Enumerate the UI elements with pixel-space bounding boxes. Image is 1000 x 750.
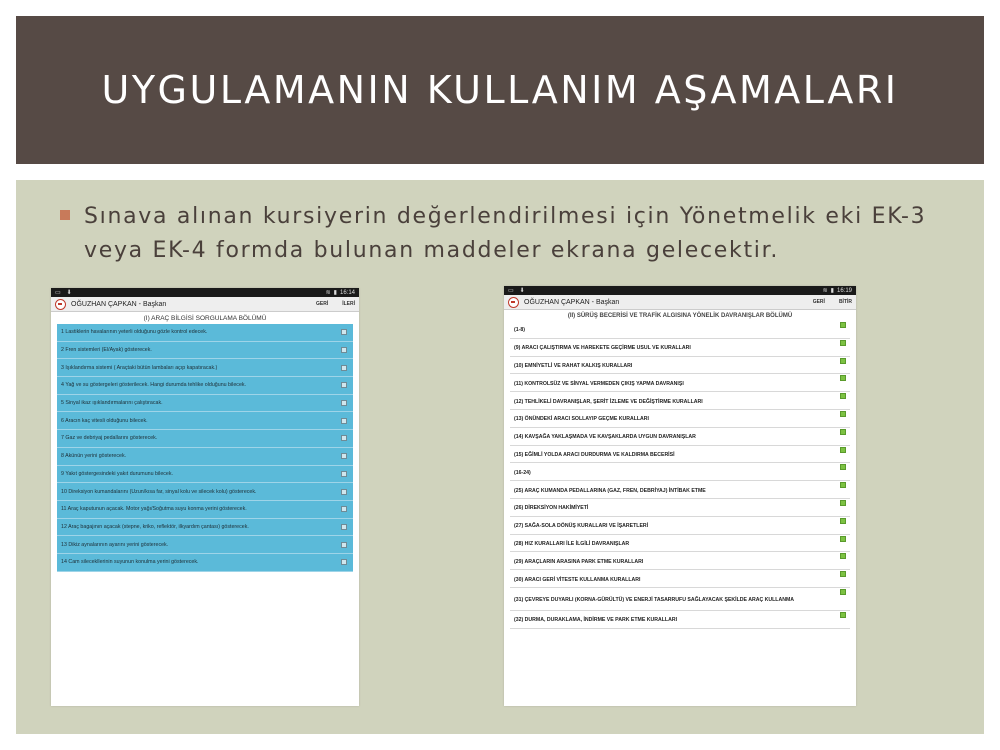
- back-button[interactable]: GERİ: [315, 301, 329, 307]
- list-item[interactable]: [57, 359, 353, 377]
- notification-icon: ▭: [508, 288, 514, 294]
- list-item[interactable]: [510, 570, 850, 588]
- checkbox[interactable]: [840, 340, 846, 346]
- section-title: (II) SÜRÜŞ BECERİSİ VE TRAFİK ALGISINA YÖNELİK DAVRANIŞLAR BÖLÜMÜ: [567, 313, 793, 319]
- list-item-label: (31) ÇEVREYE DUYARLI (KORNA-GÜRÜLTÜ) VE ENERJİ TASARRUFU SAĞLAYACAK ŞEKİLDE ARAÇ KULLANMA: [514, 596, 795, 603]
- list-item[interactable]: [57, 377, 353, 395]
- list-item[interactable]: [510, 446, 850, 464]
- list-item-label: 14 Cam silecekllerinin suyunun konulma yerini gösterecek.: [61, 559, 199, 566]
- checkbox[interactable]: [840, 393, 846, 399]
- checkbox[interactable]: [341, 382, 347, 388]
- list-item-label: (30) ARACI GERİ VİTESTE KULLANMA KURALLARI: [514, 576, 641, 583]
- list-item-label: 3 Işıklandırma sistemi ( Araçtaki bütün lambaları açıp kapatıracak.): [61, 364, 218, 371]
- list-item-label: (10) EMNİYETLİ VE RAHAT KALKIŞ KURALLARI: [514, 362, 633, 369]
- list-item-label: (27) SAĞA-SOLA DÖNÜŞ KURALLARI VE İŞARETLERİ: [514, 523, 649, 530]
- app-title: OĞUZHAN ÇAPKAN - Başkan: [71, 300, 167, 308]
- checkbox[interactable]: [341, 506, 347, 512]
- list-item[interactable]: [57, 324, 353, 342]
- finish-button[interactable]: BİTİR: [838, 299, 852, 305]
- list-item[interactable]: [510, 552, 850, 570]
- list-item-label: (15) EĞİMLİ YOLDA ARACI DURDURMA VE KALDIRMA BECERİSİ: [514, 451, 675, 458]
- list-item[interactable]: [510, 535, 850, 553]
- checkbox[interactable]: [840, 589, 846, 595]
- left-phone-screenshot: [51, 288, 359, 706]
- list-item[interactable]: [57, 342, 353, 360]
- list-item[interactable]: [57, 483, 353, 501]
- battery-icon: ▮: [830, 288, 834, 294]
- steering-wheel-icon: [508, 297, 519, 308]
- list-item[interactable]: [510, 357, 850, 375]
- app-bar: [51, 297, 359, 312]
- list-item[interactable]: [57, 536, 353, 554]
- checkbox[interactable]: [840, 571, 846, 577]
- wifi-icon: ≋: [325, 290, 331, 296]
- bullet-point: [60, 200, 960, 268]
- checkbox[interactable]: [840, 375, 846, 381]
- list-item-label: 9 Yakıt göstergesindeki yakıt durumunu bilecek.: [61, 470, 173, 477]
- download-icon: ⬇: [519, 288, 525, 294]
- list-item-label: (9) ARACI ÇALIŞTIRMA VE HAREKETE GEÇİRME USUL VE KURALLARI: [514, 345, 691, 352]
- bullet-text: Sınava alınan kursiyerin değerlendirilmesi için Yönetmelik eki EK-3 veya EK-4 formda bulunan maddeler ekrana gelecektir.: [84, 204, 927, 263]
- list-item-label: 8 Akünün yerini gösterecek.: [61, 453, 127, 460]
- status-time: 16:19: [836, 287, 852, 294]
- checkbox[interactable]: [840, 464, 846, 470]
- checkbox[interactable]: [341, 347, 347, 353]
- checkbox[interactable]: [840, 482, 846, 488]
- list-item[interactable]: [57, 430, 353, 448]
- list-item-label: 11 Araç kaputunun açacak. Motor yağı/Soğutma suyu konma yerini gösterecek.: [61, 506, 247, 513]
- list-item[interactable]: [510, 481, 850, 499]
- status-bar: [51, 288, 359, 297]
- list-item[interactable]: [510, 374, 850, 392]
- checkbox[interactable]: [840, 536, 846, 542]
- list-item[interactable]: [510, 321, 850, 339]
- checkbox[interactable]: [840, 447, 846, 453]
- list-item-label: 7 Gaz ve debriyaj pedallarını gösterecek.: [61, 435, 158, 442]
- checkbox[interactable]: [840, 518, 846, 524]
- list-item[interactable]: [57, 412, 353, 430]
- checkbox[interactable]: [341, 453, 347, 459]
- list-item-label: (25) ARAÇ KUMANDA PEDALLARINA (GAZ, FREN, DEBRİYAJ) İNTİBAK ETME: [514, 487, 706, 494]
- checkbox[interactable]: [840, 411, 846, 417]
- list-item-label: (29) ARAÇLARIN ARASINA PARK ETME KURALLARI: [514, 558, 644, 565]
- checkbox[interactable]: [341, 471, 347, 477]
- list-item[interactable]: [57, 519, 353, 537]
- list-item[interactable]: [510, 392, 850, 410]
- list-item[interactable]: [510, 428, 850, 446]
- checkbox[interactable]: [341, 418, 347, 424]
- checkbox[interactable]: [840, 500, 846, 506]
- list-item-label: 1 Lastiklerin havalarının yeterli olduğunu gözle kontrol edecek.: [61, 329, 208, 336]
- status-time: 16:14: [339, 289, 355, 296]
- wifi-icon: ≋: [822, 288, 828, 294]
- checkbox[interactable]: [341, 400, 347, 406]
- checkbox[interactable]: [840, 553, 846, 559]
- list-item-label: 13 Dikiz aynalarının ayarını yerini gösterecek.: [61, 541, 169, 548]
- bullet-marker-icon: [60, 210, 70, 220]
- download-icon: ⬇: [66, 290, 72, 296]
- steering-wheel-icon: [55, 299, 66, 310]
- list-item[interactable]: [57, 501, 353, 519]
- list-item[interactable]: [510, 410, 850, 428]
- list-item[interactable]: [57, 554, 353, 572]
- checkbox[interactable]: [840, 358, 846, 364]
- list-item-label: 10 Direksiyon kumandalarını (Uzun/kısa far, sinyal kolu ve silecek kolu) gösterecek.: [61, 488, 257, 495]
- driving-skills-list: [510, 321, 850, 629]
- list-item-label: 5 Sinyal ikaz ışıklandırmalarını çalıştıracak.: [61, 400, 163, 407]
- list-item-label: (26) DİREKSİYON HAKİMİYETİ: [514, 505, 589, 512]
- list-item-label: (12) TEHLİKELİ DAVRANIŞLAR, ŞERİT İZLEME VE DEĞİŞTİRME KURALLARI: [514, 398, 703, 405]
- title-band: [16, 16, 984, 164]
- list-item[interactable]: [510, 611, 850, 629]
- checkbox[interactable]: [341, 524, 347, 530]
- list-item[interactable]: [57, 448, 353, 466]
- list-item-label: (13) ÖNÜNDEKİ ARACI SOLLAYIP GEÇME KURALLARI: [514, 416, 649, 423]
- section-title: (I) ARAÇ BİLGİSİ SORGULAMA BÖLÜMÜ: [143, 315, 267, 322]
- list-item-label: (14) KAVŞAĞA YAKLAŞMADA VE KAVŞAKLARDA UYGUN DAVRANIŞLAR: [514, 434, 696, 441]
- list-item-label: (16-24): [514, 469, 531, 476]
- list-item[interactable]: [510, 339, 850, 357]
- list-item[interactable]: [57, 395, 353, 413]
- list-item-label: 4 Yağ ve su göstergeleri gösterilecek. Hangi durumda tehlike olduğunu bilecek.: [61, 382, 247, 389]
- list-item-label: (32) DURMA, DURAKLAMA, İNDİRME VE PARK ETME KURALLARI: [514, 617, 678, 624]
- checkbox[interactable]: [840, 429, 846, 435]
- checkbox[interactable]: [341, 329, 347, 335]
- right-phone-screenshot: [504, 286, 856, 706]
- next-button[interactable]: İLERİ: [342, 301, 355, 307]
- checkbox[interactable]: [341, 559, 347, 565]
- list-item[interactable]: [510, 463, 850, 481]
- checkbox[interactable]: [341, 365, 347, 371]
- slide-title: UYGULAMANIN KULLANIM AŞAMALARI: [101, 68, 899, 112]
- checkbox[interactable]: [341, 489, 347, 495]
- battery-icon: ▮: [333, 290, 337, 296]
- checkbox[interactable]: [840, 612, 846, 618]
- list-item-label: (1-8): [514, 327, 525, 334]
- list-item-label: 2 Fren sistemleri (El/Ayak) gösterecek.: [61, 347, 152, 354]
- status-bar: [504, 286, 856, 295]
- list-item-label: 6 Aracın kaç vitesli olduğunu bilecek.: [61, 417, 148, 424]
- content-area: [16, 180, 984, 734]
- app-bar: [504, 295, 856, 310]
- list-item[interactable]: [510, 588, 850, 611]
- list-item[interactable]: [57, 466, 353, 484]
- back-button[interactable]: GERİ: [812, 299, 825, 305]
- list-item[interactable]: [510, 517, 850, 535]
- notification-icon: ▭: [55, 290, 61, 296]
- list-item-label: 12 Araç bagajının açacak (stepne, kriko, reflektör, ilkyardım çantası) gösterecek.: [61, 523, 249, 530]
- list-item-label: (11) KONTROLSÜZ VE SİNYAL VERMEDEN ÇIKIŞ YAPMA DAVRANIŞI: [514, 380, 684, 387]
- list-item[interactable]: [510, 499, 850, 517]
- checkbox[interactable]: [840, 322, 846, 328]
- checkbox[interactable]: [341, 435, 347, 441]
- checkbox[interactable]: [341, 542, 347, 548]
- vehicle-check-list: [57, 324, 353, 572]
- list-item-label: (28) HIZ KURALLARI İLE İLGİLİ DAVRANIŞLAR: [514, 540, 630, 547]
- app-title: OĞUZHAN ÇAPKAN - Başkan: [524, 298, 620, 306]
